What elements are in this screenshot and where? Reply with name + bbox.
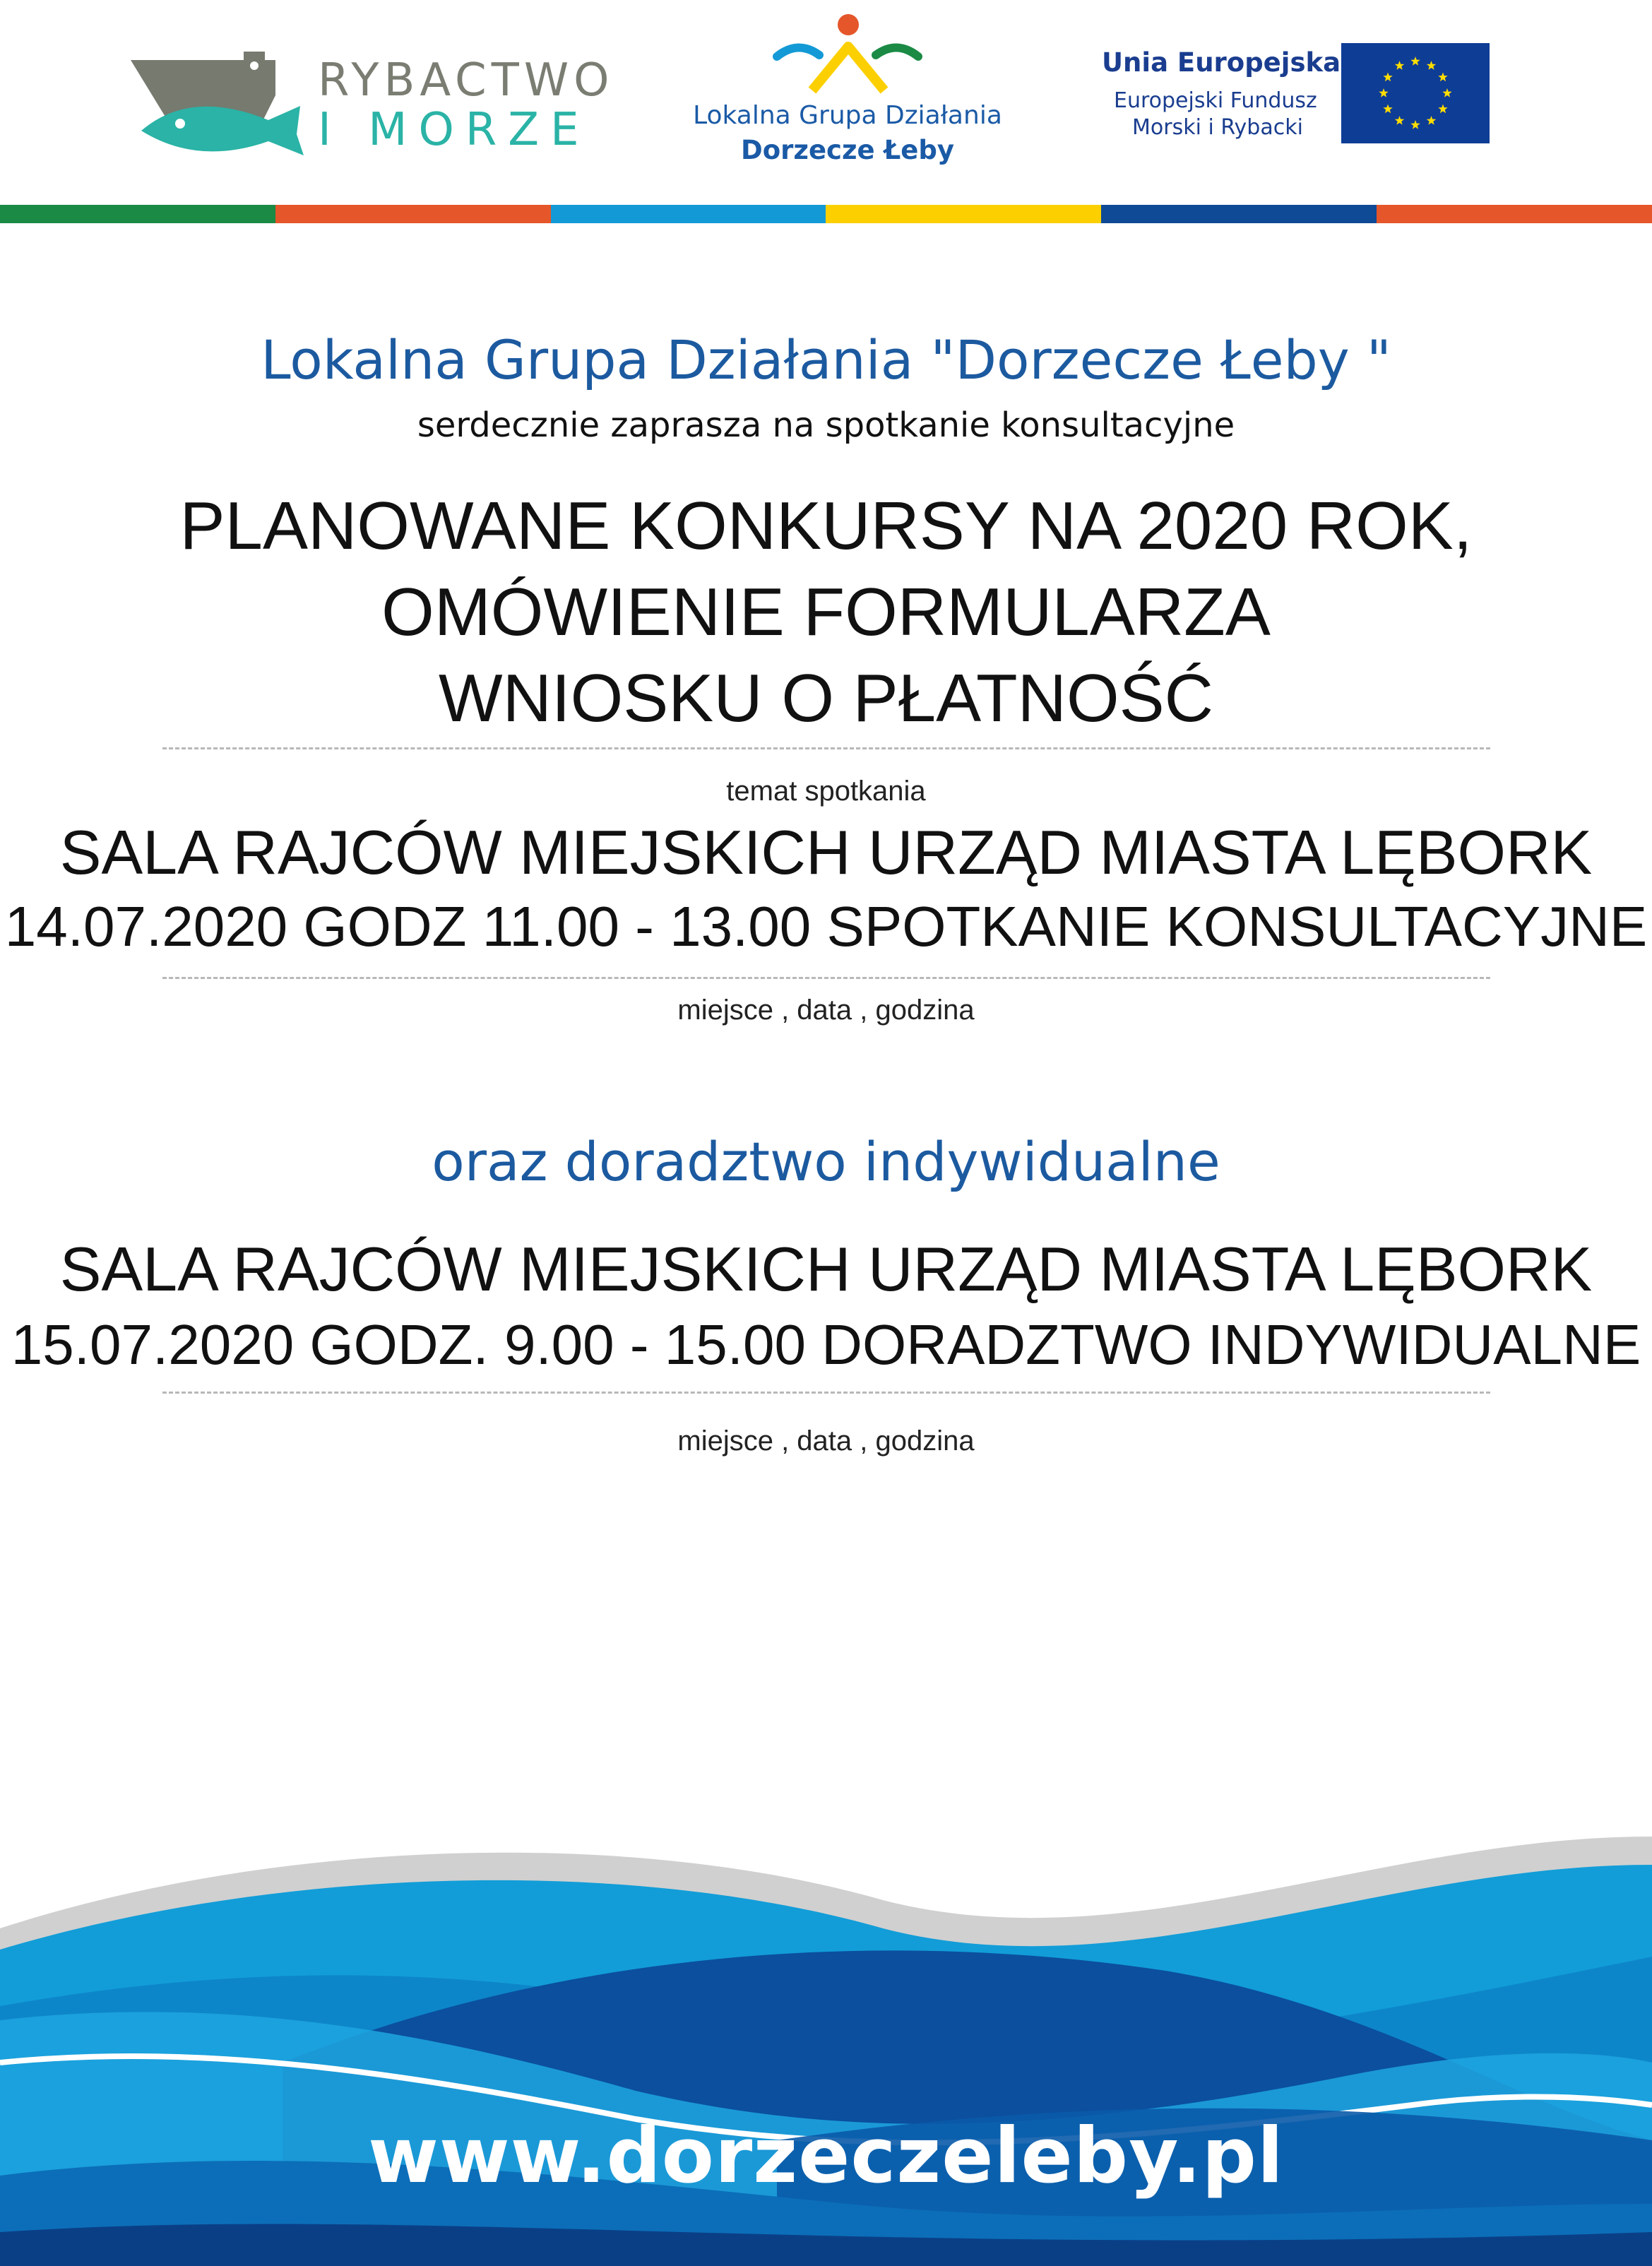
topic-line-2: OMÓWIENIE FORMULARZA bbox=[381, 574, 1271, 650]
strip-segment bbox=[551, 205, 826, 223]
logo-eu bbox=[1098, 39, 1494, 152]
meeting2-caption: miejsce , data , godzina bbox=[677, 1425, 975, 1457]
strip-segment bbox=[275, 205, 551, 223]
logo-eu-line3: Morski i Rybacki bbox=[1132, 115, 1303, 140]
strip-segment bbox=[826, 205, 1101, 223]
individual-advice-heading: oraz doradztwo indywidualne bbox=[432, 1130, 1220, 1193]
logo-eu-line1: Unia Europejska bbox=[1102, 47, 1341, 78]
website-url[interactable]: www.dorzeczeleby.pl bbox=[368, 2112, 1284, 2200]
logo-lgd-line2: Dorzecze Łeby bbox=[741, 135, 954, 165]
organization-name: Lokalna Grupa Działania "Dorzecze Łeby " bbox=[261, 328, 1391, 391]
eu-flag-icon bbox=[1341, 43, 1490, 143]
logo-lgd-dorzecze-leby bbox=[692, 13, 1017, 175]
meeting1-when: 14.07.2020 GODZ 11.00 - 13.00 SPOTKANIE KONSULTACYJNE bbox=[4, 895, 1648, 958]
logo-lgd-line1: Lokalna Grupa Działania bbox=[693, 101, 1002, 130]
invitation-text: serdecznie zaprasza na spotkanie konsultacyjne bbox=[417, 405, 1235, 445]
color-strip bbox=[0, 205, 1652, 223]
strip-segment bbox=[1377, 205, 1652, 223]
divider bbox=[162, 1392, 1490, 1394]
lgd-emblem-icon bbox=[770, 13, 925, 97]
topic-line-3: WNIOSKU O PŁATNOŚĆ bbox=[438, 660, 1213, 736]
strip-segment bbox=[1101, 205, 1377, 223]
meeting2-place: SALA RAJCÓW MIEJSKICH URZĄD MIASTA LĘBORK bbox=[59, 1234, 1593, 1304]
topic-line-1: PLANOWANE KONKURSY NA 2020 ROK, bbox=[179, 488, 1473, 564]
topic-caption: temat spotkania bbox=[726, 776, 926, 807]
logo-rybactwo-i-morze bbox=[127, 46, 614, 166]
strip-segment bbox=[0, 205, 275, 223]
logo-rybactwo-line2: I MORZE bbox=[318, 104, 590, 156]
logo-eu-line2: Europejski Fundusz bbox=[1114, 88, 1317, 113]
meeting2-when: 15.07.2020 GODZ. 9.00 - 15.00 DORADZTWO INDYWIDUALNE bbox=[11, 1313, 1641, 1376]
meeting1-caption: miejsce , data , godzina bbox=[677, 995, 975, 1026]
meeting1-place: SALA RAJCÓW MIEJSKICH URZĄD MIASTA LĘBORK bbox=[59, 817, 1593, 887]
logo-rybactwo-line1: RYBACTWO bbox=[318, 54, 614, 107]
fish-boat-icon bbox=[127, 46, 311, 159]
divider bbox=[162, 977, 1490, 979]
divider bbox=[162, 747, 1490, 749]
